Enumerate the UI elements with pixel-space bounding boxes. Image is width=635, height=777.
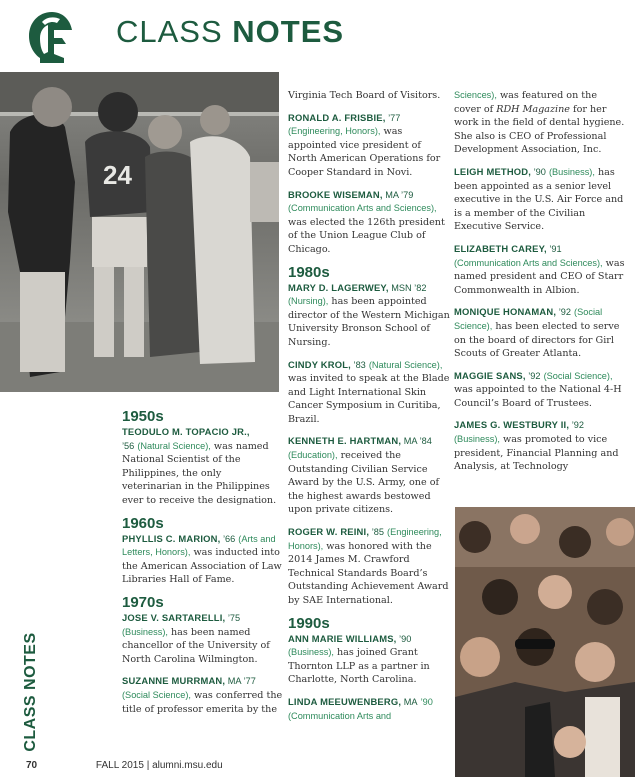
class-note-reini: ROGER W. REINI, ’85 (Engineering, Honors), was honored with the 2014 James M. Crawford Technical Standards Board’s Outstanding Achievement Award by SAE International. xyxy=(288,526,449,606)
class-note-williams: ANN MARIE WILLIAMS, ’90 (Business), has joined Grant Thornton LLP as a partner in Charlotte, North Carolina. xyxy=(288,632,430,686)
decade-heading-1970s: 1970s xyxy=(122,593,164,611)
crowd-photo xyxy=(455,507,635,777)
class-note-meeuwenberg: LINDA MEEUWENBERG, MA ’90 (Communication Arts and xyxy=(288,695,433,721)
class-note-krol: CINDY KROL, ’83 (Natural Science), was invited to speak at the Blade and Light International Skin Cancer Symposium in Curitiba, Brazil. xyxy=(288,358,450,425)
decade-heading-1950s: 1950s xyxy=(122,408,164,425)
column-1 xyxy=(122,407,284,724)
class-note-hartman: KENNETH E. HARTMAN, MA ’84 (Education), received the Outstanding Civilian Service Award by the U.S. Army, one of the highest awards bestowed upon private citizens. xyxy=(288,435,440,516)
class-note-method: LEIGH METHOD, ’90 (Business), has been appointed as a senior level executive in the U.S. Air Force and is a member of the Civilian Executive Service. xyxy=(454,165,624,233)
class-note-honaman: MONIQUE HONAMAN, ’92 (Social Science), has been elected to serve on the board of directors for Girl Scouts of Greater Atlanta. xyxy=(454,306,620,360)
column-3 xyxy=(454,89,626,482)
page-title: CLASS NOTES xyxy=(116,14,345,49)
page-number: 70 xyxy=(26,760,38,771)
football-player-photo xyxy=(0,72,279,392)
column-2 xyxy=(288,89,450,731)
page-footer xyxy=(26,760,223,771)
issue-info: FALL 2015 | alumni.msu.edu xyxy=(95,760,223,771)
side-label-text: CLASS NOTES xyxy=(22,632,39,752)
class-note-carey: ELIZABETH CAREY, ’91 (Communication Arts and Sciences), was named president and CEO of Starr Commonwealth in Albion. xyxy=(454,242,625,296)
class-note-topacio: TEODULO M. TOPACIO JR., ’56 (Natural Science), was named National Scientist of the Philippines, the only veterinarian in the Philippines ever to receive the designation. xyxy=(122,426,277,506)
class-note-wiseman: BROOKE WISEMAN, MA ’79 (Communication Arts and Sciences), was elected the 126th president of the Union League Club of Chicago. xyxy=(288,188,445,255)
decade-heading-1980s: 1980s xyxy=(288,263,330,281)
class-note-meeuwenberg-continued: Sciences), was featured on the cover of RDH Magazine for her work in the field of dental hygiene. She also is CEO of Professional Development Association, Inc. xyxy=(454,90,625,156)
class-note-continued: Virginia Tech Board of Visitors. xyxy=(288,90,441,101)
jersey-number: 24 xyxy=(103,160,132,190)
class-note-marion: PHYLLIS C. MARION, ’66 (Arts and Letters, Honors), was inducted into the American Association of Law Libraries Hall of Fame. xyxy=(122,532,282,586)
class-note-westbury: JAMES G. WESTBURY II, ’92 (Business), was promoted to vice president, Financial Planning and Analysis, at Technology xyxy=(454,419,619,473)
decade-heading-1960s: 1960s xyxy=(122,514,164,532)
class-note-lagerwey: MARY D. LAGERWEY, MSN ’82 (Nursing), has been appointed director of the Western Michigan University Bronson School of Nursing. xyxy=(288,281,450,348)
spartan-helmet-logo xyxy=(24,8,80,66)
class-note-sans: MAGGIE SANS, ’92 (Social Science), was appointed to the National 4-H Council’s Board of Trustees. xyxy=(454,369,622,409)
decade-heading-1990s: 1990s xyxy=(288,614,330,632)
class-note-murrman: SUZANNE MURRMAN, MA ’77 (Social Science), was conferred the title of professor emerita by the xyxy=(122,675,283,715)
class-note-frisbie: RONALD A. FRISBIE, ’77 (Engineering, Honors), was appointed vice president of North American Operations for Cooper Standard in Novi. xyxy=(288,111,441,178)
class-note-sartarelli: JOSE V. SARTARELLI, ’75 (Business), has been named chancellor of the University of North Carolina Wilmington. xyxy=(122,611,270,665)
side-label xyxy=(20,632,42,752)
